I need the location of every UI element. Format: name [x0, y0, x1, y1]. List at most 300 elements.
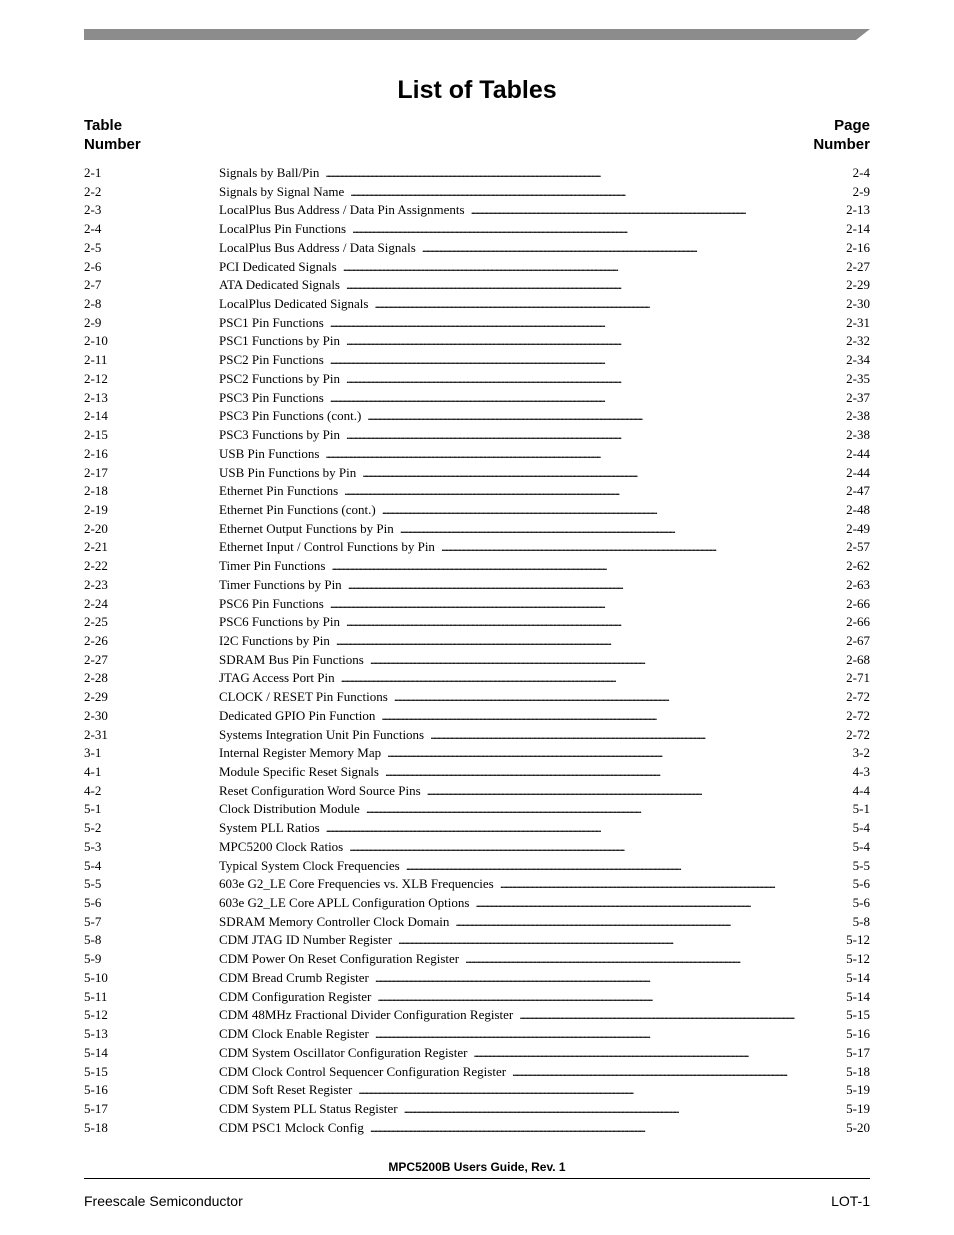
- table-number: 5-4: [84, 857, 102, 873]
- table-number: 2-19: [84, 501, 108, 517]
- list-item[interactable]: [84, 988, 870, 1007]
- page-number: 2-63: [846, 576, 870, 592]
- table-number: 2-20: [84, 520, 108, 536]
- list-item[interactable]: [84, 1063, 870, 1082]
- entry-line: [219, 276, 870, 295]
- table-title: Module Specific Reset Signals: [219, 764, 379, 779]
- entry-line: [219, 538, 870, 557]
- dot-leader: [500, 875, 852, 894]
- table-number: 2-30: [84, 707, 108, 723]
- table-number: 2-13: [84, 389, 108, 405]
- dot-leader: [330, 595, 845, 614]
- header-bar: [84, 29, 870, 40]
- entry-line: [219, 295, 870, 314]
- dot-leader: [352, 220, 845, 239]
- list-item[interactable]: [84, 501, 870, 520]
- table-number: 4-2: [84, 782, 102, 798]
- page-number: 5-12: [846, 951, 870, 967]
- entry-line: [219, 557, 870, 576]
- entry-line: [219, 1044, 870, 1063]
- dot-leader: [512, 1063, 845, 1082]
- list-item[interactable]: [84, 838, 870, 857]
- table-number: 2-8: [84, 296, 102, 312]
- entry-line: [219, 688, 870, 707]
- dot-leader: [406, 857, 852, 876]
- list-item[interactable]: [84, 726, 870, 745]
- dot-leader: [367, 407, 845, 426]
- table-number: 2-1: [84, 165, 102, 180]
- entry-line: [219, 220, 870, 239]
- list-item[interactable]: [84, 332, 870, 351]
- table-number: 5-5: [84, 876, 102, 892]
- table-title: Signals by Signal Name: [219, 183, 345, 199]
- table-number: 5-16: [84, 1082, 108, 1098]
- list-item[interactable]: [84, 557, 870, 576]
- table-title: PSC2 Functions by Pin: [219, 370, 341, 386]
- list-item[interactable]: [84, 931, 870, 950]
- footer-page-number: LOT-1: [831, 1193, 870, 1209]
- page-number: 5-15: [846, 1007, 870, 1023]
- table-number: 2-25: [84, 614, 108, 630]
- dot-leader: [330, 389, 845, 408]
- list-item[interactable]: [84, 276, 870, 295]
- dot-leader: [330, 314, 845, 333]
- table-number-header-line2: Number: [84, 136, 141, 153]
- dot-leader: [385, 763, 852, 782]
- table-title: USB Pin Functions by Pin: [219, 464, 357, 480]
- list-item[interactable]: [84, 1081, 870, 1100]
- dot-leader: [375, 969, 845, 988]
- dot-leader: [349, 838, 851, 857]
- page-number: 2-37: [846, 389, 870, 405]
- dot-leader: [427, 782, 852, 801]
- list-item[interactable]: [84, 201, 870, 220]
- table-title: LocalPlus Bus Address / Data Signals: [219, 239, 416, 255]
- page-number: 2-44: [846, 445, 870, 461]
- table-number: 2-9: [84, 314, 102, 330]
- entry-line: [219, 669, 870, 688]
- dot-leader: [344, 482, 845, 501]
- table-number: 2-12: [84, 370, 108, 386]
- table-title: Ethernet Input / Control Functions by Pin: [219, 539, 435, 555]
- dot-leader: [346, 613, 845, 632]
- list-item[interactable]: [84, 1044, 870, 1063]
- table-number: 5-7: [84, 913, 102, 929]
- table-number: 2-31: [84, 726, 108, 742]
- table-title: USB Pin Functions: [219, 445, 320, 461]
- list-item[interactable]: [84, 950, 870, 969]
- page-number: 5-4: [852, 820, 870, 836]
- table-title: LocalPlus Pin Functions: [219, 221, 347, 237]
- page-number: 2-72: [846, 689, 870, 705]
- table-title: 603e G2_LE Core APLL Configuration Options: [219, 895, 470, 911]
- list-item[interactable]: [84, 819, 870, 838]
- entry-line: [219, 351, 870, 370]
- list-item[interactable]: [84, 651, 870, 670]
- table-number: 5-12: [84, 1007, 108, 1023]
- table-number: 3-1: [84, 745, 102, 761]
- table-title: PSC3 Pin Functions: [219, 389, 324, 405]
- dot-leader: [430, 726, 845, 745]
- table-title: CDM System Oscillator Configuration Register: [219, 1044, 468, 1060]
- entry-line: [219, 426, 870, 445]
- table-number: 5-9: [84, 951, 102, 967]
- table-number: 2-23: [84, 576, 108, 592]
- list-item[interactable]: [84, 1006, 870, 1025]
- dot-leader: [471, 201, 846, 220]
- list-item[interactable]: [84, 482, 870, 501]
- entry-line: [219, 1063, 870, 1082]
- entry-line: [219, 1006, 870, 1025]
- table-number: 4-1: [84, 764, 102, 779]
- list-item[interactable]: [84, 1100, 870, 1119]
- entry-line: [219, 464, 870, 483]
- page-number: 2-16: [846, 239, 870, 255]
- entry-line: [219, 819, 870, 838]
- list-item[interactable]: [84, 688, 870, 707]
- dot-leader: [394, 688, 845, 707]
- entry-line: [219, 501, 870, 520]
- table-number: 2-15: [84, 427, 108, 443]
- list-item[interactable]: [84, 875, 870, 894]
- table-title: Clock Distribution Module: [219, 801, 360, 817]
- table-title: Internal Register Memory Map: [219, 745, 382, 761]
- list-item[interactable]: [84, 520, 870, 539]
- page-number: 5-8: [852, 913, 870, 929]
- list-item[interactable]: [84, 782, 870, 801]
- dot-leader: [381, 707, 845, 726]
- page-number-header-line1: Page: [834, 117, 870, 134]
- table-number: 5-6: [84, 895, 102, 911]
- dot-leader: [350, 183, 851, 202]
- entry-line: [219, 763, 870, 782]
- table-number: 2-21: [84, 539, 108, 555]
- list-item[interactable]: [84, 1025, 870, 1044]
- table-title: CDM System PLL Status Register: [219, 1100, 398, 1116]
- dot-leader: [331, 557, 845, 576]
- table-title: CDM Clock Control Sequencer Configuration Register: [219, 1063, 507, 1079]
- page-number: 2-48: [846, 501, 870, 517]
- dot-leader: [326, 819, 852, 838]
- page-number: 2-62: [846, 558, 870, 574]
- table-title: PSC3 Pin Functions (cont.): [219, 408, 362, 424]
- table-number: 5-11: [84, 988, 108, 1004]
- list-item[interactable]: [84, 969, 870, 988]
- list-item[interactable]: [84, 800, 870, 819]
- entry-line: [219, 632, 870, 651]
- entry-line: [219, 969, 870, 988]
- table-number: 2-5: [84, 239, 102, 255]
- page-number: 5-1: [852, 801, 870, 817]
- list-item[interactable]: [84, 258, 870, 277]
- entry-line: [219, 332, 870, 351]
- list-item[interactable]: [84, 894, 870, 913]
- page-number: 2-27: [846, 258, 870, 274]
- table-number: 2-11: [84, 352, 108, 368]
- table-number: 2-7: [84, 277, 102, 293]
- table-title: CDM 48MHz Fractional Divider Configuration Register: [219, 1007, 514, 1023]
- page-number: 2-49: [846, 520, 870, 536]
- page-number: 5-6: [852, 876, 870, 892]
- page-number: 2-32: [846, 333, 870, 349]
- list-item[interactable]: [84, 857, 870, 876]
- page-number: 5-12: [846, 932, 870, 948]
- table-number: 5-3: [84, 838, 102, 854]
- dot-leader: [358, 1081, 845, 1100]
- list-item[interactable]: [84, 351, 870, 370]
- dot-leader: [473, 1044, 845, 1063]
- list-item[interactable]: [84, 576, 870, 595]
- list-item[interactable]: [84, 613, 870, 632]
- table-number-header-line1: Table: [84, 117, 123, 134]
- table-title: CDM Configuration Register: [219, 988, 372, 1004]
- table-number: 5-17: [84, 1100, 108, 1116]
- dot-leader: [346, 426, 845, 445]
- table-number: 2-14: [84, 408, 108, 424]
- table-title: SDRAM Bus Pin Functions: [219, 651, 364, 667]
- page-number: 5-17: [846, 1044, 870, 1060]
- table-number: 2-10: [84, 333, 108, 349]
- page-number: 5-19: [846, 1082, 870, 1098]
- table-title: Ethernet Output Functions by Pin: [219, 520, 394, 536]
- dot-leader: [374, 295, 845, 314]
- table-title: ATA Dedicated Signals: [219, 277, 340, 293]
- page-number: 2-66: [846, 595, 870, 611]
- page-number: 5-18: [846, 1063, 870, 1079]
- table-number: 2-28: [84, 670, 108, 686]
- list-item[interactable]: [84, 707, 870, 726]
- page-number: 2-4: [852, 165, 870, 180]
- dot-leader: [465, 950, 845, 969]
- page-number: 5-14: [846, 988, 870, 1004]
- table-number: 5-14: [84, 1044, 108, 1060]
- entry-line: [219, 183, 870, 202]
- entry-line: [219, 857, 870, 876]
- list-item[interactable]: [84, 183, 870, 202]
- dot-leader: [346, 370, 845, 389]
- list-item[interactable]: [84, 295, 870, 314]
- list-item[interactable]: [84, 632, 870, 651]
- entry-line: [219, 726, 870, 745]
- table-number: 5-2: [84, 820, 102, 836]
- list-item[interactable]: [84, 239, 870, 258]
- entry-line: [219, 950, 870, 969]
- page-number: 2-31: [846, 314, 870, 330]
- table-number: 5-13: [84, 1026, 108, 1042]
- table-number: 5-10: [84, 969, 108, 985]
- table-title: Typical System Clock Frequencies: [219, 857, 400, 873]
- table-title: Dedicated GPIO Pin Function: [219, 707, 376, 723]
- dot-leader: [441, 538, 845, 557]
- dot-leader: [348, 576, 845, 595]
- page-number: 5-6: [852, 895, 870, 911]
- dot-leader: [382, 501, 845, 520]
- table-number: 2-24: [84, 595, 108, 611]
- dot-leader: [336, 632, 845, 651]
- table-title: Timer Pin Functions: [219, 558, 326, 574]
- entry-line: [219, 1081, 870, 1100]
- table-title: PSC3 Functions by Pin: [219, 427, 341, 443]
- table-number: 2-4: [84, 221, 102, 237]
- table-of-tables-list: [84, 164, 870, 1137]
- entry-line: [219, 913, 870, 932]
- entry-line: [219, 838, 870, 857]
- entry-line: [219, 407, 870, 426]
- page-number: 5-4: [852, 838, 870, 854]
- entry-line: [219, 1100, 870, 1119]
- list-item[interactable]: [84, 389, 870, 408]
- page-number: 5-14: [846, 969, 870, 985]
- page-number: 2-68: [846, 651, 870, 667]
- table-number: 5-15: [84, 1063, 108, 1079]
- page-title: List of Tables: [397, 76, 557, 104]
- page-number: 5-16: [846, 1026, 870, 1042]
- list-item[interactable]: [84, 595, 870, 614]
- list-item[interactable]: [84, 407, 870, 426]
- table-title: PSC1 Functions by Pin: [219, 333, 341, 349]
- entry-line: [219, 1119, 870, 1138]
- entry-line: [219, 707, 870, 726]
- table-title: Ethernet Pin Functions: [219, 483, 339, 499]
- list-item[interactable]: [84, 669, 870, 688]
- page-number: 2-14: [846, 221, 870, 237]
- entry-line: [219, 258, 870, 277]
- entry-line: [219, 576, 870, 595]
- table-title: Timer Functions by Pin: [219, 576, 342, 592]
- table-title: LocalPlus Dedicated Signals: [219, 296, 369, 312]
- table-title: CLOCK / RESET Pin Functions: [219, 689, 388, 705]
- table-number: 2-29: [84, 689, 108, 705]
- list-item[interactable]: [84, 164, 870, 183]
- page-number: 2-47: [846, 483, 870, 499]
- table-title: CDM Power On Reset Configuration Register: [219, 951, 460, 967]
- table-number: 2-18: [84, 483, 108, 499]
- page-number: 2-38: [846, 408, 870, 424]
- dot-leader: [398, 931, 845, 950]
- table-title: CDM PSC1 Mclock Config: [219, 1119, 364, 1135]
- dot-leader: [343, 258, 845, 277]
- dot-leader: [455, 913, 851, 932]
- page-number: 2-29: [846, 277, 870, 293]
- entry-line: [219, 595, 870, 614]
- dot-leader: [475, 894, 851, 913]
- dot-leader: [377, 988, 845, 1007]
- dot-leader: [422, 239, 845, 258]
- table-title: CDM Clock Enable Register: [219, 1026, 369, 1042]
- list-item[interactable]: [84, 538, 870, 557]
- dot-leader: [325, 164, 851, 183]
- entry-line: [219, 482, 870, 501]
- list-item[interactable]: [84, 913, 870, 932]
- page-number: 5-5: [852, 857, 870, 873]
- table-title: 603e G2_LE Core Frequencies vs. XLB Frequencies: [219, 876, 494, 892]
- table-title: SDRAM Memory Controller Clock Domain: [219, 913, 450, 929]
- table-title: System PLL Ratios: [219, 820, 320, 836]
- list-item[interactable]: [84, 763, 870, 782]
- list-item[interactable]: [84, 314, 870, 333]
- dot-leader: [400, 520, 845, 539]
- entry-line: [219, 370, 870, 389]
- entry-line: [219, 1025, 870, 1044]
- footer-rule: [84, 1178, 870, 1179]
- table-number: 2-3: [84, 202, 102, 218]
- dot-leader: [519, 1006, 845, 1025]
- entry-line: [219, 201, 870, 220]
- table-number: 5-8: [84, 932, 102, 948]
- entry-line: [219, 931, 870, 950]
- entry-line: [219, 800, 870, 819]
- table-title: CDM Soft Reset Register: [219, 1082, 353, 1098]
- dot-leader: [404, 1100, 846, 1119]
- table-title: CDM JTAG ID Number Register: [219, 932, 392, 948]
- table-title: I2C Functions by Pin: [219, 632, 330, 648]
- page-number: 2-38: [846, 427, 870, 443]
- list-item[interactable]: [84, 464, 870, 483]
- table-number: 2-6: [84, 258, 102, 274]
- page-number: 4-3: [852, 764, 870, 779]
- entry-line: [219, 894, 870, 913]
- table-number: 2-16: [84, 445, 108, 461]
- page-number: 2-71: [846, 670, 870, 686]
- table-number: 5-18: [84, 1119, 108, 1135]
- page-number: 2-67: [846, 632, 870, 648]
- table-title: PSC2 Pin Functions: [219, 352, 324, 368]
- entry-line: [219, 389, 870, 408]
- page-number-header: [813, 116, 870, 154]
- page-number: 2-72: [846, 707, 870, 723]
- entry-line: [219, 164, 870, 183]
- page-number: 2-13: [846, 202, 870, 218]
- dot-leader: [330, 351, 845, 370]
- dot-leader: [325, 445, 845, 464]
- page-number: 5-20: [846, 1119, 870, 1135]
- list-item[interactable]: [84, 445, 870, 464]
- entry-line: [219, 314, 870, 333]
- dot-leader: [362, 464, 845, 483]
- page-number: 2-66: [846, 614, 870, 630]
- entry-line: [219, 613, 870, 632]
- table-title: Reset Configuration Word Source Pins: [219, 782, 421, 798]
- dot-leader: [341, 669, 846, 688]
- entry-line: [219, 445, 870, 464]
- list-item[interactable]: [84, 1119, 870, 1138]
- dot-leader: [346, 276, 845, 295]
- page-number: 2-44: [846, 464, 870, 480]
- list-item[interactable]: [84, 220, 870, 239]
- table-number: 2-2: [84, 183, 102, 199]
- page-number-header-line2: Number: [813, 136, 870, 153]
- page-number: 2-34: [846, 352, 870, 368]
- table-title: PSC6 Pin Functions: [219, 595, 324, 611]
- dot-leader: [375, 1025, 845, 1044]
- entry-line: [219, 782, 870, 801]
- list-item[interactable]: [84, 744, 870, 763]
- page-number: 2-30: [846, 296, 870, 312]
- footer-company: Freescale Semiconductor: [84, 1193, 243, 1209]
- list-item[interactable]: [84, 426, 870, 445]
- table-title: Systems Integration Unit Pin Functions: [219, 726, 425, 742]
- table-title: CDM Bread Crumb Register: [219, 969, 369, 985]
- table-title: PCI Dedicated Signals: [219, 258, 337, 274]
- entry-line: [219, 875, 870, 894]
- list-item[interactable]: [84, 370, 870, 389]
- table-number: 2-22: [84, 558, 108, 574]
- table-title: LocalPlus Bus Address / Data Pin Assignments: [219, 202, 465, 218]
- table-title: Ethernet Pin Functions (cont.): [219, 501, 376, 517]
- page-number: 5-19: [846, 1100, 870, 1116]
- entry-line: [219, 988, 870, 1007]
- table-number: 2-26: [84, 632, 108, 648]
